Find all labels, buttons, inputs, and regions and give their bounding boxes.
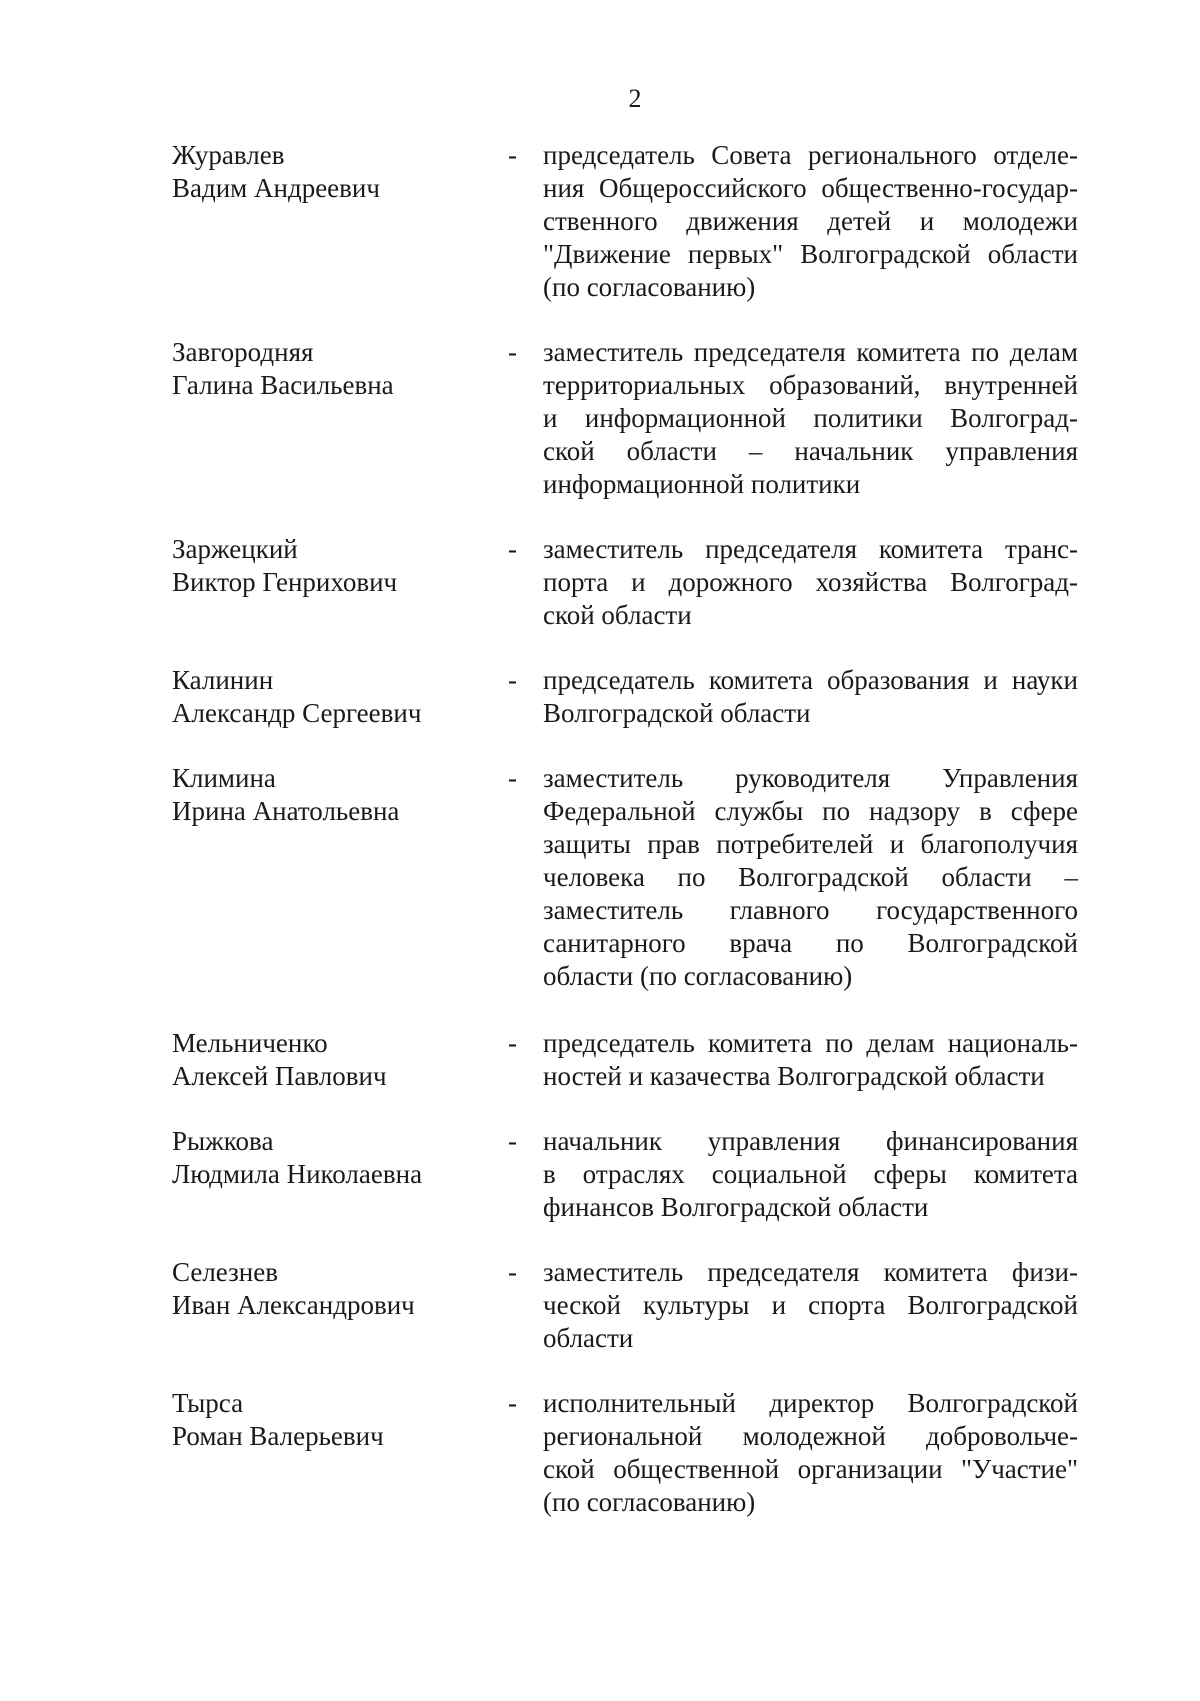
member-position [543, 1256, 1078, 1355]
separator-dash: - [508, 1126, 517, 1156]
member-position [543, 139, 1078, 304]
separator-dash: - [508, 140, 517, 170]
member-name [172, 1256, 507, 1355]
member-name [172, 139, 507, 304]
member-surname: Журавлев [172, 140, 285, 170]
member-surname: Завгородняя [172, 337, 314, 367]
member-given-names: Галина Васильевна [172, 370, 394, 400]
member-name [172, 762, 507, 993]
member-given-names: Александр Сергеевич [172, 698, 422, 728]
position-line: председатель комитета образования и науки [543, 665, 1078, 695]
position-line: человека по Волгоградской области – [543, 862, 1078, 892]
separator-dash: - [508, 1257, 517, 1287]
position-line: исполнительный директор Волгоградской [543, 1388, 1078, 1418]
member-position [543, 762, 1078, 993]
member-surname: Рыжкова [172, 1126, 274, 1156]
position-line: и информационной политики Волгоград- [543, 403, 1078, 433]
member-entry [172, 336, 1082, 501]
member-entry [172, 533, 1082, 632]
position-line: ственного движения детей и молодежи [543, 206, 1078, 236]
member-given-names: Алексей Павлович [172, 1061, 387, 1091]
member-surname: Заржецкий [172, 534, 298, 564]
member-given-names: Вадим Андреевич [172, 173, 380, 203]
position-line: (по согласованию) [543, 1487, 756, 1517]
member-name [172, 1387, 507, 1519]
member-surname: Мельниченко [172, 1028, 328, 1058]
position-line: председатель комитета по делам националь- [543, 1028, 1078, 1058]
member-name [172, 664, 507, 730]
position-line: порта и дорожного хозяйства Волгоград- [543, 567, 1078, 597]
position-line: региональной молодежной добровольче- [543, 1421, 1078, 1451]
position-line: ния Общероссийского общественно-государ- [543, 173, 1078, 203]
member-name [172, 533, 507, 632]
position-line: заместитель главного государственного [543, 895, 1078, 925]
member-position [543, 1125, 1078, 1224]
member-given-names: Ирина Анатольевна [172, 796, 400, 826]
member-surname: Климина [172, 763, 276, 793]
position-line: области (по согласованию) [543, 961, 853, 991]
member-position [543, 664, 1078, 730]
position-line: в отраслях социальной сферы комитета [543, 1159, 1078, 1189]
member-given-names: Роман Валерьевич [172, 1421, 384, 1451]
position-line: (по согласованию) [543, 272, 756, 302]
separator-dash: - [508, 1028, 517, 1058]
position-line: заместитель председателя комитета транс- [543, 534, 1078, 564]
position-line: ностей и казачества Волгоградской области [543, 1061, 1045, 1091]
member-surname: Селезнев [172, 1257, 278, 1287]
member-entry [172, 664, 1082, 730]
member-name [172, 1027, 507, 1093]
position-line: Федеральной службы по надзору в сфере [543, 796, 1078, 826]
member-surname: Тырса [172, 1388, 244, 1418]
member-given-names: Иван Александрович [172, 1290, 415, 1320]
member-entry [172, 762, 1082, 993]
member-given-names: Людмила Николаевна [172, 1159, 423, 1189]
member-given-names: Виктор Генрихович [172, 567, 398, 597]
position-line: ской области – начальник управления [543, 436, 1078, 466]
member-position [543, 533, 1078, 632]
separator-dash: - [508, 665, 517, 695]
member-entry [172, 1125, 1082, 1224]
member-position [543, 1387, 1078, 1519]
separator-dash: - [508, 763, 517, 793]
position-line: финансов Волгоградской области [543, 1192, 929, 1222]
position-line: ской общественной организации "Участие" [543, 1454, 1078, 1484]
position-line: заместитель руководителя Управления [543, 763, 1078, 793]
member-entry [172, 1256, 1082, 1355]
member-position [543, 336, 1078, 501]
member-surname: Калинин [172, 665, 274, 695]
member-entry [172, 1387, 1082, 1519]
member-position [543, 1027, 1078, 1093]
position-line: председатель Совета регионального отделе- [543, 140, 1078, 170]
position-line: начальник управления финансирования [543, 1126, 1078, 1156]
position-line: территориальных образований, внутренней [543, 370, 1078, 400]
position-line: области [543, 1323, 634, 1353]
member-name [172, 1125, 507, 1224]
position-line: заместитель председателя комитета по делам [543, 337, 1078, 367]
position-line: ческой культуры и спорта Волгоградской [543, 1290, 1078, 1320]
separator-dash: - [508, 534, 517, 564]
separator-dash: - [508, 1388, 517, 1418]
member-entry [172, 139, 1082, 304]
position-line: "Движение первых" Волгоградской области [543, 239, 1078, 269]
position-line: санитарного врача по Волгоградской [543, 928, 1078, 958]
separator-dash: - [508, 337, 517, 367]
position-line: Волгоградской области [543, 698, 811, 728]
position-line: информационной политики [543, 469, 861, 499]
member-entry [172, 1027, 1082, 1093]
position-line: заместитель председателя комитета физи- [543, 1257, 1078, 1287]
position-line: защиты прав потребителей и благополучия [543, 829, 1078, 859]
member-name [172, 336, 507, 501]
page-number: 2 [628, 84, 642, 113]
position-line: ской области [543, 600, 692, 630]
